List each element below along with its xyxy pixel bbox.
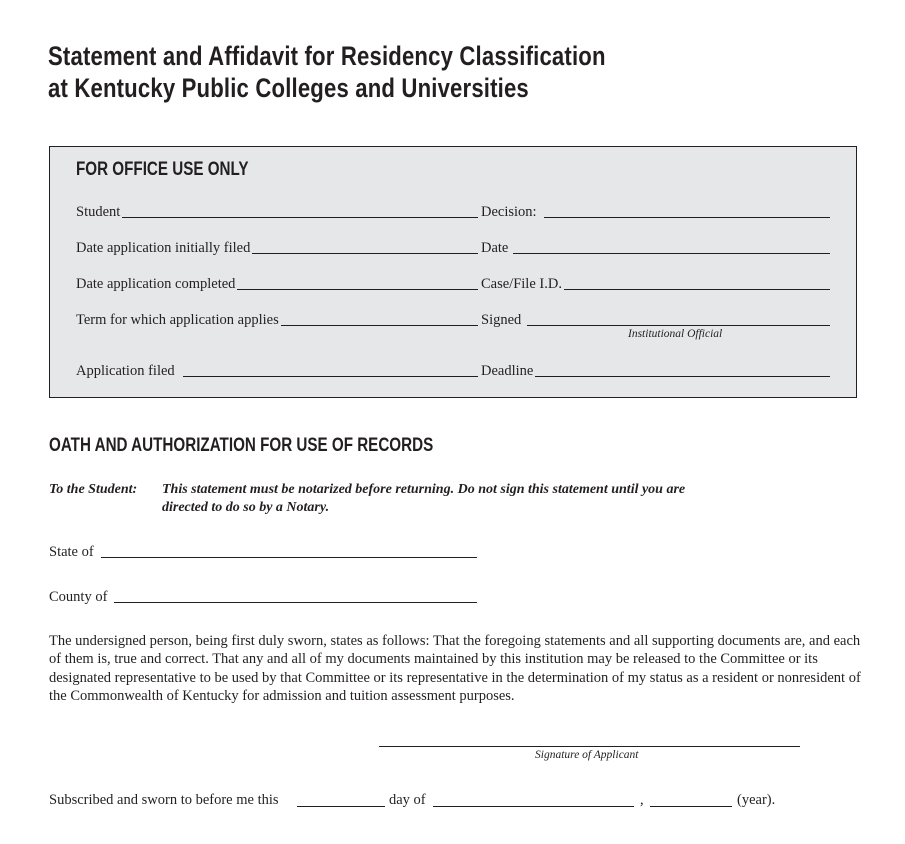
title-line-1: Statement and Affidavit for Residency Classification (48, 41, 606, 71)
deadline-label: Deadline (481, 363, 534, 379)
date-filed-label: Date application initially filed (76, 240, 251, 256)
case-file-field[interactable] (481, 275, 830, 293)
sworn-year-line[interactable] (650, 806, 732, 807)
signed-line[interactable] (527, 324, 830, 326)
term-label: Term for which application applies (76, 312, 279, 328)
decision-line[interactable] (544, 216, 830, 218)
sworn-month-line[interactable] (433, 806, 634, 807)
signature-caption: Signature of Applicant (535, 749, 639, 761)
office-use-heading: FOR OFFICE USE ONLY (76, 159, 249, 180)
student-line[interactable] (122, 216, 478, 218)
sworn-day-line[interactable] (297, 806, 385, 807)
county-of-label: County of (49, 589, 108, 605)
oath-statement: The undersigned person, being first duly sworn, states as follows: That the foregoing statements and all supporting documents are, and each of them is, true and correct. That any and all of my documents maintained by this institution may be released to the Committee or its designated representative to be used by that Committee or its representative in the determination of my status as a resident or nonresident of the Commonwealth of Kentucky for admission and tuition assessment purposes. (49, 633, 861, 704)
application-filed-field[interactable] (76, 362, 478, 380)
case-file-label: Case/File I.D. (481, 276, 562, 292)
comma-separator: , (640, 792, 644, 808)
state-of-field[interactable] (49, 543, 477, 561)
office-use-box (49, 146, 857, 398)
instruction-line-2: directed to do so by a Notary. (162, 500, 330, 515)
oath-heading: OATH AND AUTHORIZATION FOR USE OF RECORDS (49, 435, 434, 456)
date-completed-label: Date application completed (76, 276, 236, 292)
date-label: Date (481, 240, 509, 256)
signed-label: Signed (481, 312, 522, 328)
application-filed-line[interactable] (183, 375, 478, 377)
date-filed-field[interactable] (76, 239, 478, 257)
instruction-line-1: This statement must be notarized before returning. Do not sign this statement until you are (162, 482, 686, 497)
decision-label: Decision: (481, 204, 537, 220)
date-completed-line[interactable] (237, 288, 478, 290)
application-filed-label: Application filed (76, 363, 175, 379)
county-of-field[interactable] (49, 588, 477, 606)
county-of-line[interactable] (114, 601, 477, 603)
student-field[interactable] (76, 203, 478, 221)
decision-field[interactable] (481, 203, 830, 221)
date-filed-line[interactable] (252, 252, 478, 254)
sworn-prefix: Subscribed and sworn to before me this (49, 792, 279, 808)
day-of-label: day of (389, 792, 426, 808)
date-field[interactable] (481, 239, 830, 257)
signed-field[interactable] (481, 311, 830, 329)
deadline-field[interactable] (481, 362, 830, 380)
date-completed-field[interactable] (76, 275, 478, 293)
deadline-line[interactable] (535, 375, 830, 377)
institutional-official-caption: Institutional Official (628, 328, 723, 340)
date-line[interactable] (513, 252, 830, 254)
term-line[interactable] (281, 324, 478, 326)
state-of-label: State of (49, 544, 94, 560)
applicant-signature-line[interactable] (379, 746, 800, 747)
case-file-line[interactable] (564, 288, 830, 290)
year-label: (year). (737, 792, 776, 808)
to-student-label: To the Student: (49, 482, 138, 497)
state-of-line[interactable] (101, 556, 477, 558)
student-label: Student (76, 204, 121, 220)
title-line-2: at Kentucky Public Colleges and Universities (48, 73, 529, 103)
document-title (48, 40, 606, 104)
term-field[interactable] (76, 311, 478, 329)
